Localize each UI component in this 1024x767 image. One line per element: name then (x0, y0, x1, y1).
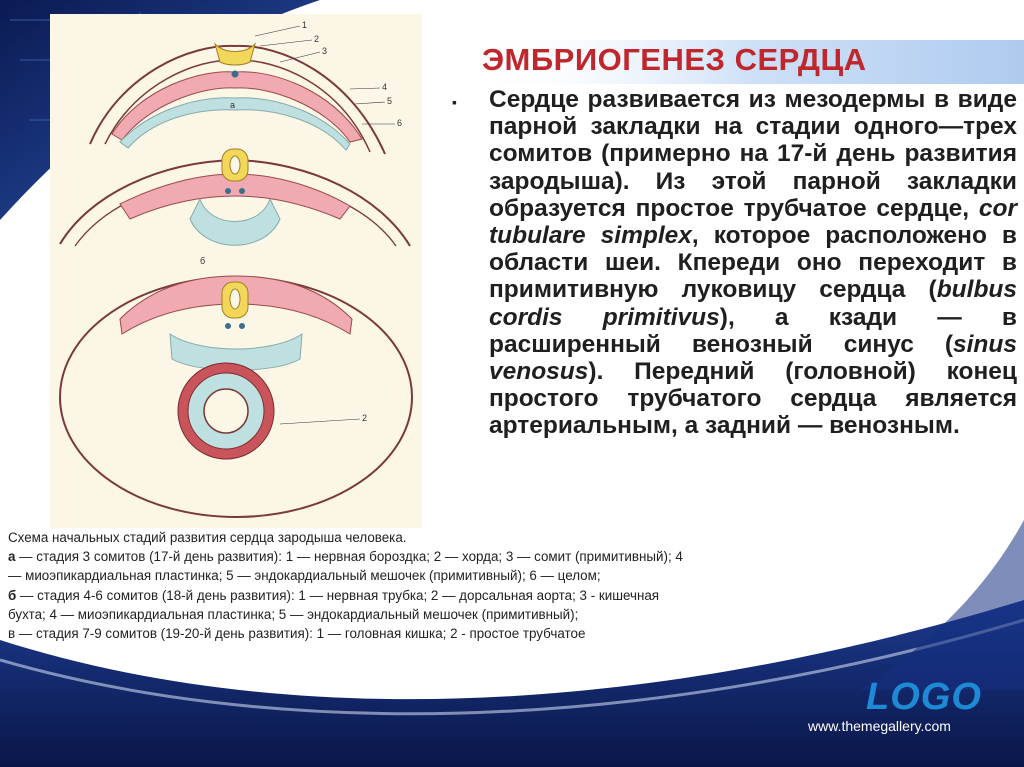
body-part-4: ). Передний (головной) конец простого трубчатого сердца является артериальным, а задний — венозным. (489, 358, 1017, 440)
embryo-heart-diagram (50, 14, 422, 528)
body-part-1: Сердце развивается из мезодермы в виде парной закладки на стадии одного—трех сомитов (примерно на 17-й день развития зародыша). Из этой парной закладки образуется простое трубчатое сердце, (489, 86, 1017, 222)
label-number-5: 5 (387, 96, 393, 106)
body-part-2: , которое расположено в области шеи. Кпереди оно переходит в примитивную луковицу сердца ( (489, 222, 1017, 304)
footer-url: www.themegallery.com (808, 718, 951, 734)
caption-b-text: — стадия 4-6 сомитов (18-й день развития): 1 — нервная трубка; 2 — дорсальная аорта; 3 - кишечная бухта; 4 — миоэпикардиальная пластинка; 5 — эндокардиальный мешочек (примитивный); (8, 587, 660, 622)
label-number-6: 6 (397, 118, 403, 128)
label-number-4: 4 (382, 82, 388, 92)
stage-b-label: б (200, 256, 206, 266)
caption-stage-a (8, 547, 698, 585)
label-number-3: 3 (322, 46, 328, 56)
caption-stage-b (8, 586, 698, 624)
label-number-2: 2 (314, 34, 320, 44)
term-cor-tubulare: cor tubulare simplex (489, 194, 1017, 250)
caption-title: Схема начальных стадий развития сердца зародыша человека. (8, 530, 407, 545)
figure-caption (8, 528, 698, 643)
bullet-icon: ▪ (452, 94, 457, 110)
slide-title: ЭМБРИОГЕНЕЗ СЕРДЦА (482, 42, 867, 77)
logo: LOGO (866, 676, 982, 718)
slide-body-text (489, 86, 1017, 440)
caption-a-text: — стадия 3 сомитов (17-й день развития): 1 — нервная бороздка; 2 — хорда; 3 — сомит (примитивный); 4 — миоэпикардиальная пластинка; 5 — эндокардиальный мешочек (примитивный); 6 — целом; (8, 549, 683, 584)
body-part-3: ), а кзади — в расширенный венозный синус ( (489, 303, 1017, 358)
label-number-1: 1 (302, 20, 308, 30)
caption-b-letter: б (8, 587, 17, 603)
stage-a-label: а (230, 100, 236, 110)
caption-a-letter: а (8, 549, 16, 565)
term-sinus-venosus: sinus venosus (489, 330, 1017, 386)
label-number-c2: 2 (362, 413, 368, 423)
term-bulbus-cordis: bulbus cordis primitivus (489, 276, 1017, 331)
caption-stage-c: в — стадия 7-9 сомитов (19-20-й день развития): 1 — головная кишка; 2 - простое трубчатое (8, 626, 586, 642)
